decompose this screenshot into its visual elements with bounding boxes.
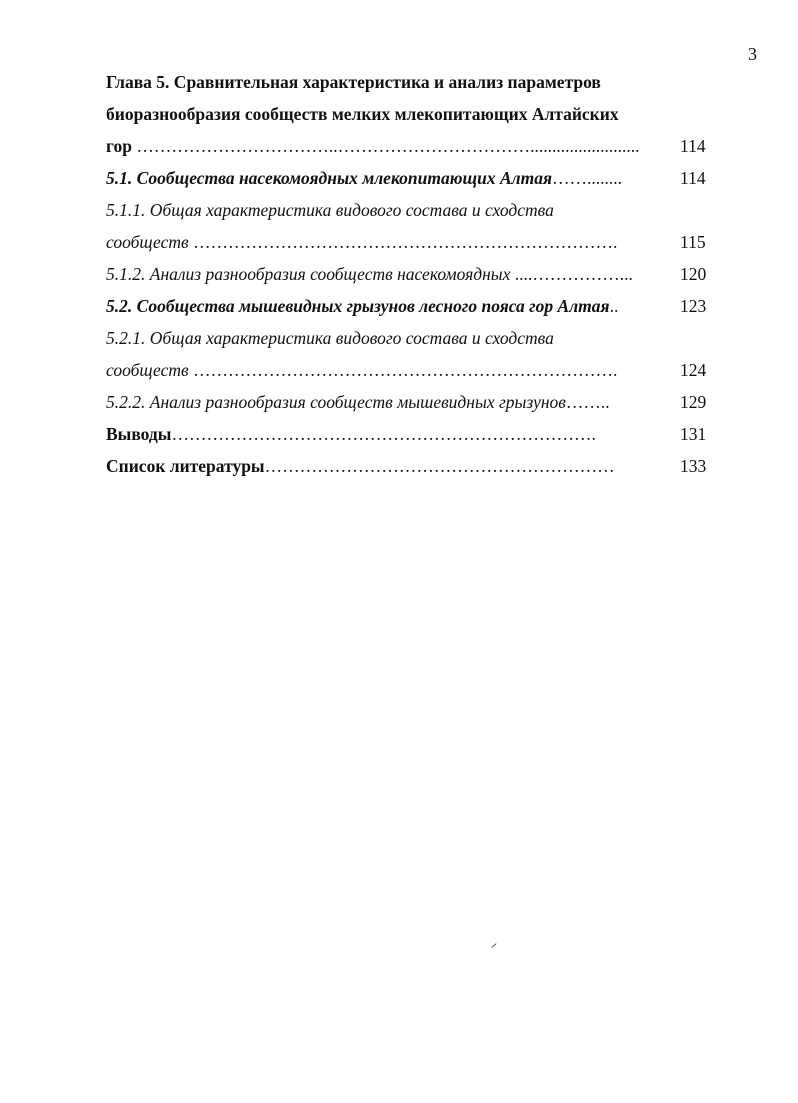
toc-section-5-1-2-title: 5.1.2. Анализ разнообразия сообществ насекомоядных — [106, 264, 511, 284]
toc-chapter5-line2: биоразнообразия сообществ мелких млекопитающих Алтайских — [106, 104, 619, 124]
toc-conclusions-page: 131 — [680, 424, 707, 444]
leader-dots: ....……………... — [510, 264, 633, 284]
toc-chapter5-title-end: гор — [106, 136, 132, 156]
toc-section-5-1-1-line2[interactable] — [106, 230, 662, 254]
toc-section-5-2-2-title: 5.2.2. Анализ разнообразия сообществ мышевидных грызунов — [106, 392, 566, 412]
leader-dots: .. — [609, 296, 619, 316]
toc-section-5-1-title: 5.1. Сообщества насекомоядных млекопитающих Алтая — [106, 168, 552, 188]
toc-section-5-1-1-title-end: сообществ — [106, 232, 189, 252]
leader-dots: ………………………………………………………………. — [188, 360, 618, 380]
toc-section-5-1-page: 114 — [680, 168, 706, 188]
page-number: 3 — [748, 44, 757, 64]
leader-dots: ……........ — [551, 168, 622, 188]
toc-section-5-1[interactable] — [106, 166, 662, 190]
toc-chapter5-line3[interactable] — [106, 134, 662, 158]
toc-conclusions[interactable] — [106, 422, 662, 446]
toc-section-5-2-2-page: 129 — [680, 392, 707, 412]
toc-section-5-2-2[interactable] — [106, 390, 662, 414]
toc-references-page: 133 — [680, 456, 707, 476]
toc-chapter5-line1: Глава 5. Сравнительная характеристика и анализ параметров — [106, 72, 601, 92]
toc-chapter5-page: 114 — [680, 136, 706, 156]
toc-section-5-2-1-line1: 5.2.1. Общая характеристика видового состава и сходства — [106, 328, 554, 348]
toc-section-5-2-title: 5.2. Сообщества мышевидных грызунов лесного пояса гор Алтая — [106, 296, 610, 316]
toc-section-5-2-1-title-end: сообществ — [106, 360, 189, 380]
leader-dots: …….. — [565, 392, 610, 412]
toc-section-5-1-1-line1: 5.1.1. Общая характеристика видового состава и сходства — [106, 200, 554, 220]
toc-section-5-2[interactable] — [106, 294, 662, 318]
toc-section-5-1-2-page: 120 — [680, 264, 707, 284]
leader-dots: ………………………………………………………………. — [188, 232, 618, 252]
toc-section-5-2-1-line2[interactable] — [106, 358, 662, 382]
leader-dots: ……………………………..……………………………......................... — [132, 136, 640, 156]
toc-section-5-1-1-page: 115 — [680, 232, 706, 252]
leader-dots: ………………………………………………………………. — [171, 424, 596, 444]
toc-section-5-1-2[interactable] — [106, 262, 662, 286]
scan-mark — [491, 943, 496, 948]
toc-references[interactable] — [106, 454, 662, 478]
toc-conclusions-title: Выводы — [106, 424, 172, 444]
toc-section-5-2-1-page: 124 — [680, 360, 707, 380]
leader-dots: …………………………………………………… — [264, 456, 615, 476]
toc-section-5-2-page: 123 — [680, 296, 707, 316]
toc-references-title: Список литературы — [106, 456, 265, 476]
